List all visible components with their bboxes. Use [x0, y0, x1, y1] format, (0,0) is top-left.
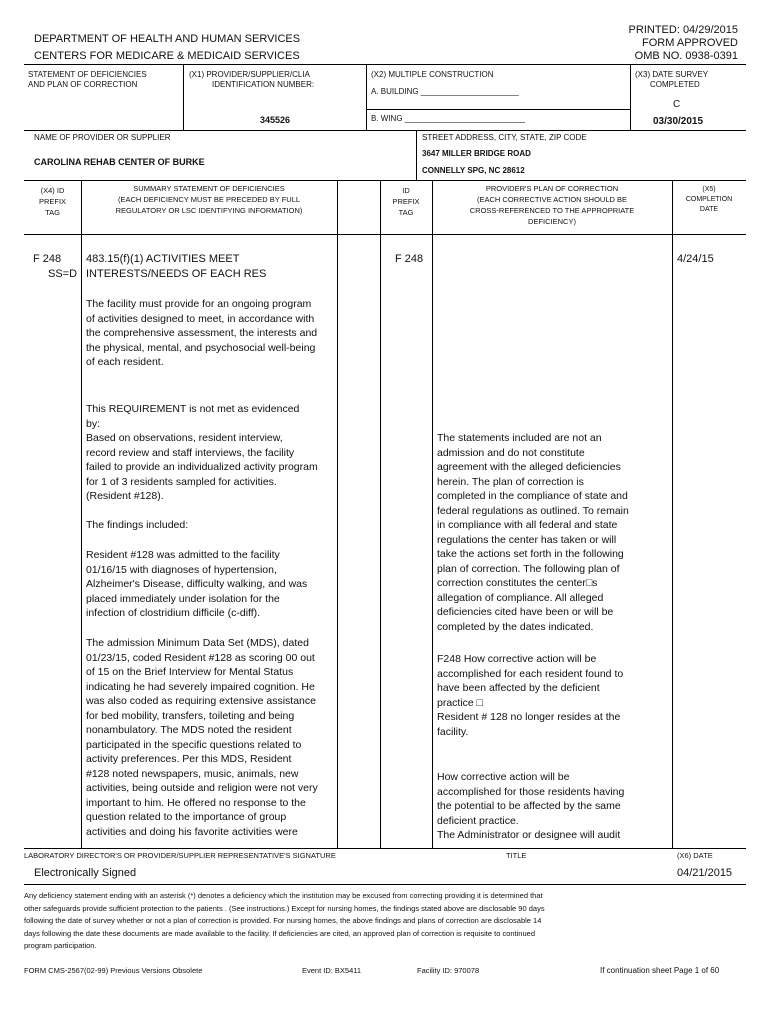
statement-label-2: AND PLAN OF CORRECTION [28, 80, 138, 89]
centers-title: CENTERS FOR MEDICARE & MEDICAID SERVICES [34, 50, 300, 62]
disclaimer-text: Any deficiency statement ending with an asterisk (*) denotes a deficiency which the institution may be excused from correcting providing it is determined that other safeguards provide sufficient protection to the patients . (See instructions.) Except for nursing homes, the findings stated above are disclosable 90 days following the date of survey whether or not a plan of correction is provided. For nursing homes, the above findings and plans of correction are disclosable 14 days following the date these documents are made available to the facility. If deficiencies are cited, an approved plan of correction is requisite to continued program participation. [24, 891, 545, 950]
facility-id: Facility ID: 970078 [417, 966, 480, 975]
survey-completed-date: 03/30/2015 [653, 116, 704, 127]
entry-title-2: INTERESTS/NEEDS OF EACH RES [86, 268, 267, 280]
building-field: A. BUILDING ______________________ [371, 87, 519, 96]
summary-header-2: (EACH DEFICIENCY MUST BE PRECEDED BY FULL [117, 195, 301, 204]
provider-name: CAROLINA REHAB CENTER OF BURKE [34, 157, 205, 167]
scope-severity: SS=D [48, 268, 78, 280]
id-header-2: PREFIX [392, 197, 420, 206]
summary-header-1: SUMMARY STATEMENT OF DEFICIENCIES [133, 184, 285, 193]
address-line-1: 3647 MILLER BRIDGE ROAD [422, 149, 531, 158]
plan-header-1: PROVIDER'S PLAN OF CORRECTION [485, 184, 619, 193]
x1-label-1: (X1) PROVIDER/SUPPLIER/CLIA [189, 70, 310, 79]
signature-label: LABORATORY DIRECTOR'S OR PROVIDER/SUPPLIER REPRESENTATIVE'S SIGNATURE [24, 851, 336, 860]
plan-header-3: CROSS-REFERENCED TO THE APPROPRIATE [469, 206, 635, 215]
x2-label: (X2) MULTIPLE CONSTRUCTION [371, 70, 494, 79]
signature-value: Electronically Signed [34, 867, 137, 879]
findings-heading: The findings included: [86, 519, 189, 531]
survey-letter: C [673, 99, 681, 110]
title-label: TITLE [506, 851, 527, 860]
x1-label-2: IDENTIFICATION NUMBER: [212, 80, 315, 89]
x5-header-1: (X5) [702, 186, 716, 193]
resident-admission: Resident #128 was admitted to the facility 01/16/15 with diagnoses of hypertension, Alzheimer's Disease, difficulty walking, and was placed immediately under isolation for the infection of clostridium difficile (c-diff). [86, 549, 308, 619]
plan-potential-residents: How corrective action will be accomplished for those residents having the potential to be affected by the same deficient practice. The Administrator or designee will audit [437, 771, 625, 841]
summary-header-3: REGULATORY OR LSC IDENTIFYING INFORMATION) [115, 206, 303, 215]
form-approved: FORM APPROVED [642, 37, 738, 49]
plan-header-4: DEFICIENCY) [528, 217, 576, 226]
entry-title-1: 483.15(f)(1) ACTIVITIES MEET [86, 253, 240, 265]
printed-date: PRINTED: 04/29/2015 [628, 24, 738, 36]
tag-right: F 248 [395, 253, 424, 265]
id-header-3: TAG [398, 208, 414, 217]
signature-date: 04/21/2015 [677, 867, 733, 879]
provider-id-number: 345526 [260, 115, 291, 125]
statement-label-1: STATEMENT OF DEFICIENCIES [28, 70, 147, 79]
x3-label-2: COMPLETED [650, 80, 700, 89]
tag-left: F 248 [33, 253, 62, 265]
wing-field: B. WING ___________________________ [371, 114, 525, 123]
x5-header-2: COMPLETION [685, 196, 733, 203]
address-line-2: CONNELLY SPG, NC 28612 [422, 166, 525, 175]
form-number: FORM CMS-2567(02-99) Previous Versions Obsolete [24, 966, 203, 975]
regulation-text: The facility must provide for an ongoing program of activities designed to meet, in accordance with the comprehensive assessment, the interests and the physical, mental, and psychosocial well-being of each resident. [86, 298, 318, 368]
plan-statement: The statements included are not an admission and do not constitute agreement with the alleged deficiencies herein. The plan of correction is completed in the compliance of state and federal regulations as outlined. To remain in compliance with all federal and state regulations the center has taken or will take the actions set forth in the following plan of correction. The following plan of correction constitutes the center□s allegation of compliance. All alleged deficiencies cited have been or will be completed by the dates indicated. [437, 432, 629, 633]
provider-name-label: NAME OF PROVIDER OR SUPPLIER [34, 133, 171, 142]
requirement-not-met: This REQUIREMENT is not met as evidenced by: Based on observations, resident interview, record review and staff interviews, the facility failed to provide an individualized activity program for 1 of 3 residents sampled for activities. (Resident #128). [86, 403, 318, 502]
plan-header-2: (EACH CORRECTIVE ACTION SHOULD BE [476, 195, 628, 204]
event-id: Event ID: BX5411 [302, 966, 362, 975]
address-label: STREET ADDRESS, CITY, STATE, ZIP CODE [422, 133, 587, 142]
completion-date: 4/24/15 [677, 253, 714, 265]
x4-header-3: TAG [45, 208, 60, 217]
x6-date-label: (X6) DATE [677, 851, 713, 860]
x4-header-1: (X4) ID [40, 186, 65, 195]
continuation-page: If continuation sheet Page 1 of 60 [600, 966, 720, 975]
department-title: DEPARTMENT OF HEALTH AND HUMAN SERVICES [34, 33, 301, 45]
id-header-1: ID [402, 186, 410, 195]
plan-f248-corrective: F248 How corrective action will be accomplished for each resident found to have been affected by the deficient practice □ Resident # 128 no longer resides at the facility. [437, 653, 624, 738]
x3-label-1: (X3) DATE SURVEY [635, 70, 709, 79]
x4-header-2: PREFIX [38, 197, 67, 206]
mds-findings: The admission Minimum Data Set (MDS), dated 01/23/15, coded Resident #128 as scoring 00 out of 15 on the Brief Interview for Mental Status indicating he had severely impaired cognition. He was also coded as requiring extensive assistance for bed mobility, transfers, toileting and being nonambulatory. The MDS noted the resident participated in the specific questions related to activity preferences. Per this MDS, Resident #128 noted newspapers, music, animals, new activities, being outside and religion were not very important to him. He offered no response to the question related to the importance of group activities and doing his favorite activities were [86, 637, 318, 838]
x5-header-3: DATE [699, 206, 719, 213]
omb-number: OMB NO. 0938-0391 [634, 50, 738, 62]
